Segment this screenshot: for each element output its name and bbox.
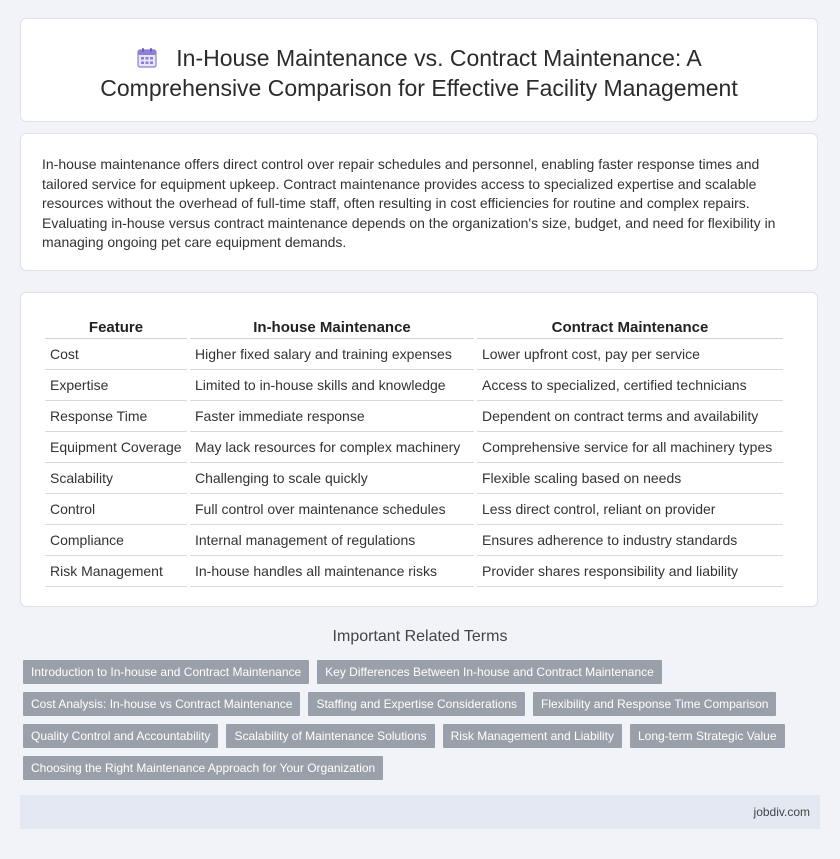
title-card [20,18,818,122]
related-term-tag[interactable]: Key Differences Between In-house and Contract Maintenance [317,660,662,684]
contract-cell: Less direct control, reliant on provider [477,494,783,525]
table-row [45,432,783,463]
related-term-tag[interactable]: Staffing and Expertise Considerations [308,692,525,716]
related-terms-list [23,660,813,780]
feature-cell: Cost [45,339,187,370]
table-row [45,556,783,587]
table-header-row [45,316,783,339]
intro-card [20,133,818,271]
related-term-tag[interactable]: Introduction to In-house and Contract Maintenance [23,660,309,684]
in-house-cell: Faster immediate response [190,401,474,432]
contract-cell: Lower upfront cost, pay per service [477,339,783,370]
title-line-2: Comprehensive Comparison for Effective Facility Management [100,75,738,101]
feature-cell: Response Time [45,401,187,432]
contract-cell: Access to specialized, certified technicians [477,370,783,401]
table-row [45,494,783,525]
table-row [45,339,783,370]
related-term-tag[interactable]: Cost Analysis: In-house vs Contract Maintenance [23,692,300,716]
feature-cell: Compliance [45,525,187,556]
contract-cell: Comprehensive service for all machinery types [477,432,783,463]
page-title [21,43,817,103]
feature-cell: Equipment Coverage [45,432,187,463]
contract-cell: Flexible scaling based on needs [477,463,783,494]
in-house-cell: Higher fixed salary and training expenses [190,339,474,370]
footer-site-link[interactable]: jobdiv.com [753,805,810,819]
footer-bar [20,795,820,829]
in-house-cell: Internal management of regulations [190,525,474,556]
in-house-cell: In-house handles all maintenance risks [190,556,474,587]
table-row [45,525,783,556]
header-in-house: In-house Maintenance [190,316,474,339]
related-term-tag[interactable]: Flexibility and Response Time Comparison [533,692,776,716]
in-house-cell: Challenging to scale quickly [190,463,474,494]
table-row [45,401,783,432]
feature-cell: Risk Management [45,556,187,587]
related-term-tag[interactable]: Risk Management and Liability [443,724,622,748]
feature-cell: Control [45,494,187,525]
feature-cell: Scalability [45,463,187,494]
intro-paragraph: In-house maintenance offers direct control over repair schedules and personnel, enabling faster response times and tailored service for equipment upkeep. Contract maintenance provides access to specialized expertise and scalable resources without the overhead of full-time staff, often resulting in cost efficiencies for routine and complex repairs. Evaluating in-house versus contract maintenance depends on the organization's size, budget, and need for flexibility in managing ongoing pet care equipment demands. [42,156,776,251]
calendar-icon [136,47,158,69]
table-row [45,370,783,401]
related-term-tag[interactable]: Scalability of Maintenance Solutions [226,724,434,748]
title-line-1: In-House Maintenance vs. Contract Maintenance: A [176,45,702,71]
in-house-cell: Limited to in-house skills and knowledge [190,370,474,401]
related-term-tag[interactable]: Quality Control and Accountability [23,724,218,748]
contract-cell: Dependent on contract terms and availability [477,401,783,432]
in-house-cell: Full control over maintenance schedules [190,494,474,525]
table-row [45,463,783,494]
in-house-cell: May lack resources for complex machinery [190,432,474,463]
comparison-table [42,316,786,587]
header-feature: Feature [45,316,187,339]
contract-cell: Ensures adherence to industry standards [477,525,783,556]
feature-cell: Expertise [45,370,187,401]
comparison-card [20,292,818,607]
contract-cell: Provider shares responsibility and liability [477,556,783,587]
header-contract: Contract Maintenance [477,316,783,339]
related-terms-title: Important Related Terms [332,628,508,645]
related-term-tag[interactable]: Long-term Strategic Value [630,724,785,748]
related-term-tag[interactable]: Choosing the Right Maintenance Approach for Your Organization [23,756,383,780]
